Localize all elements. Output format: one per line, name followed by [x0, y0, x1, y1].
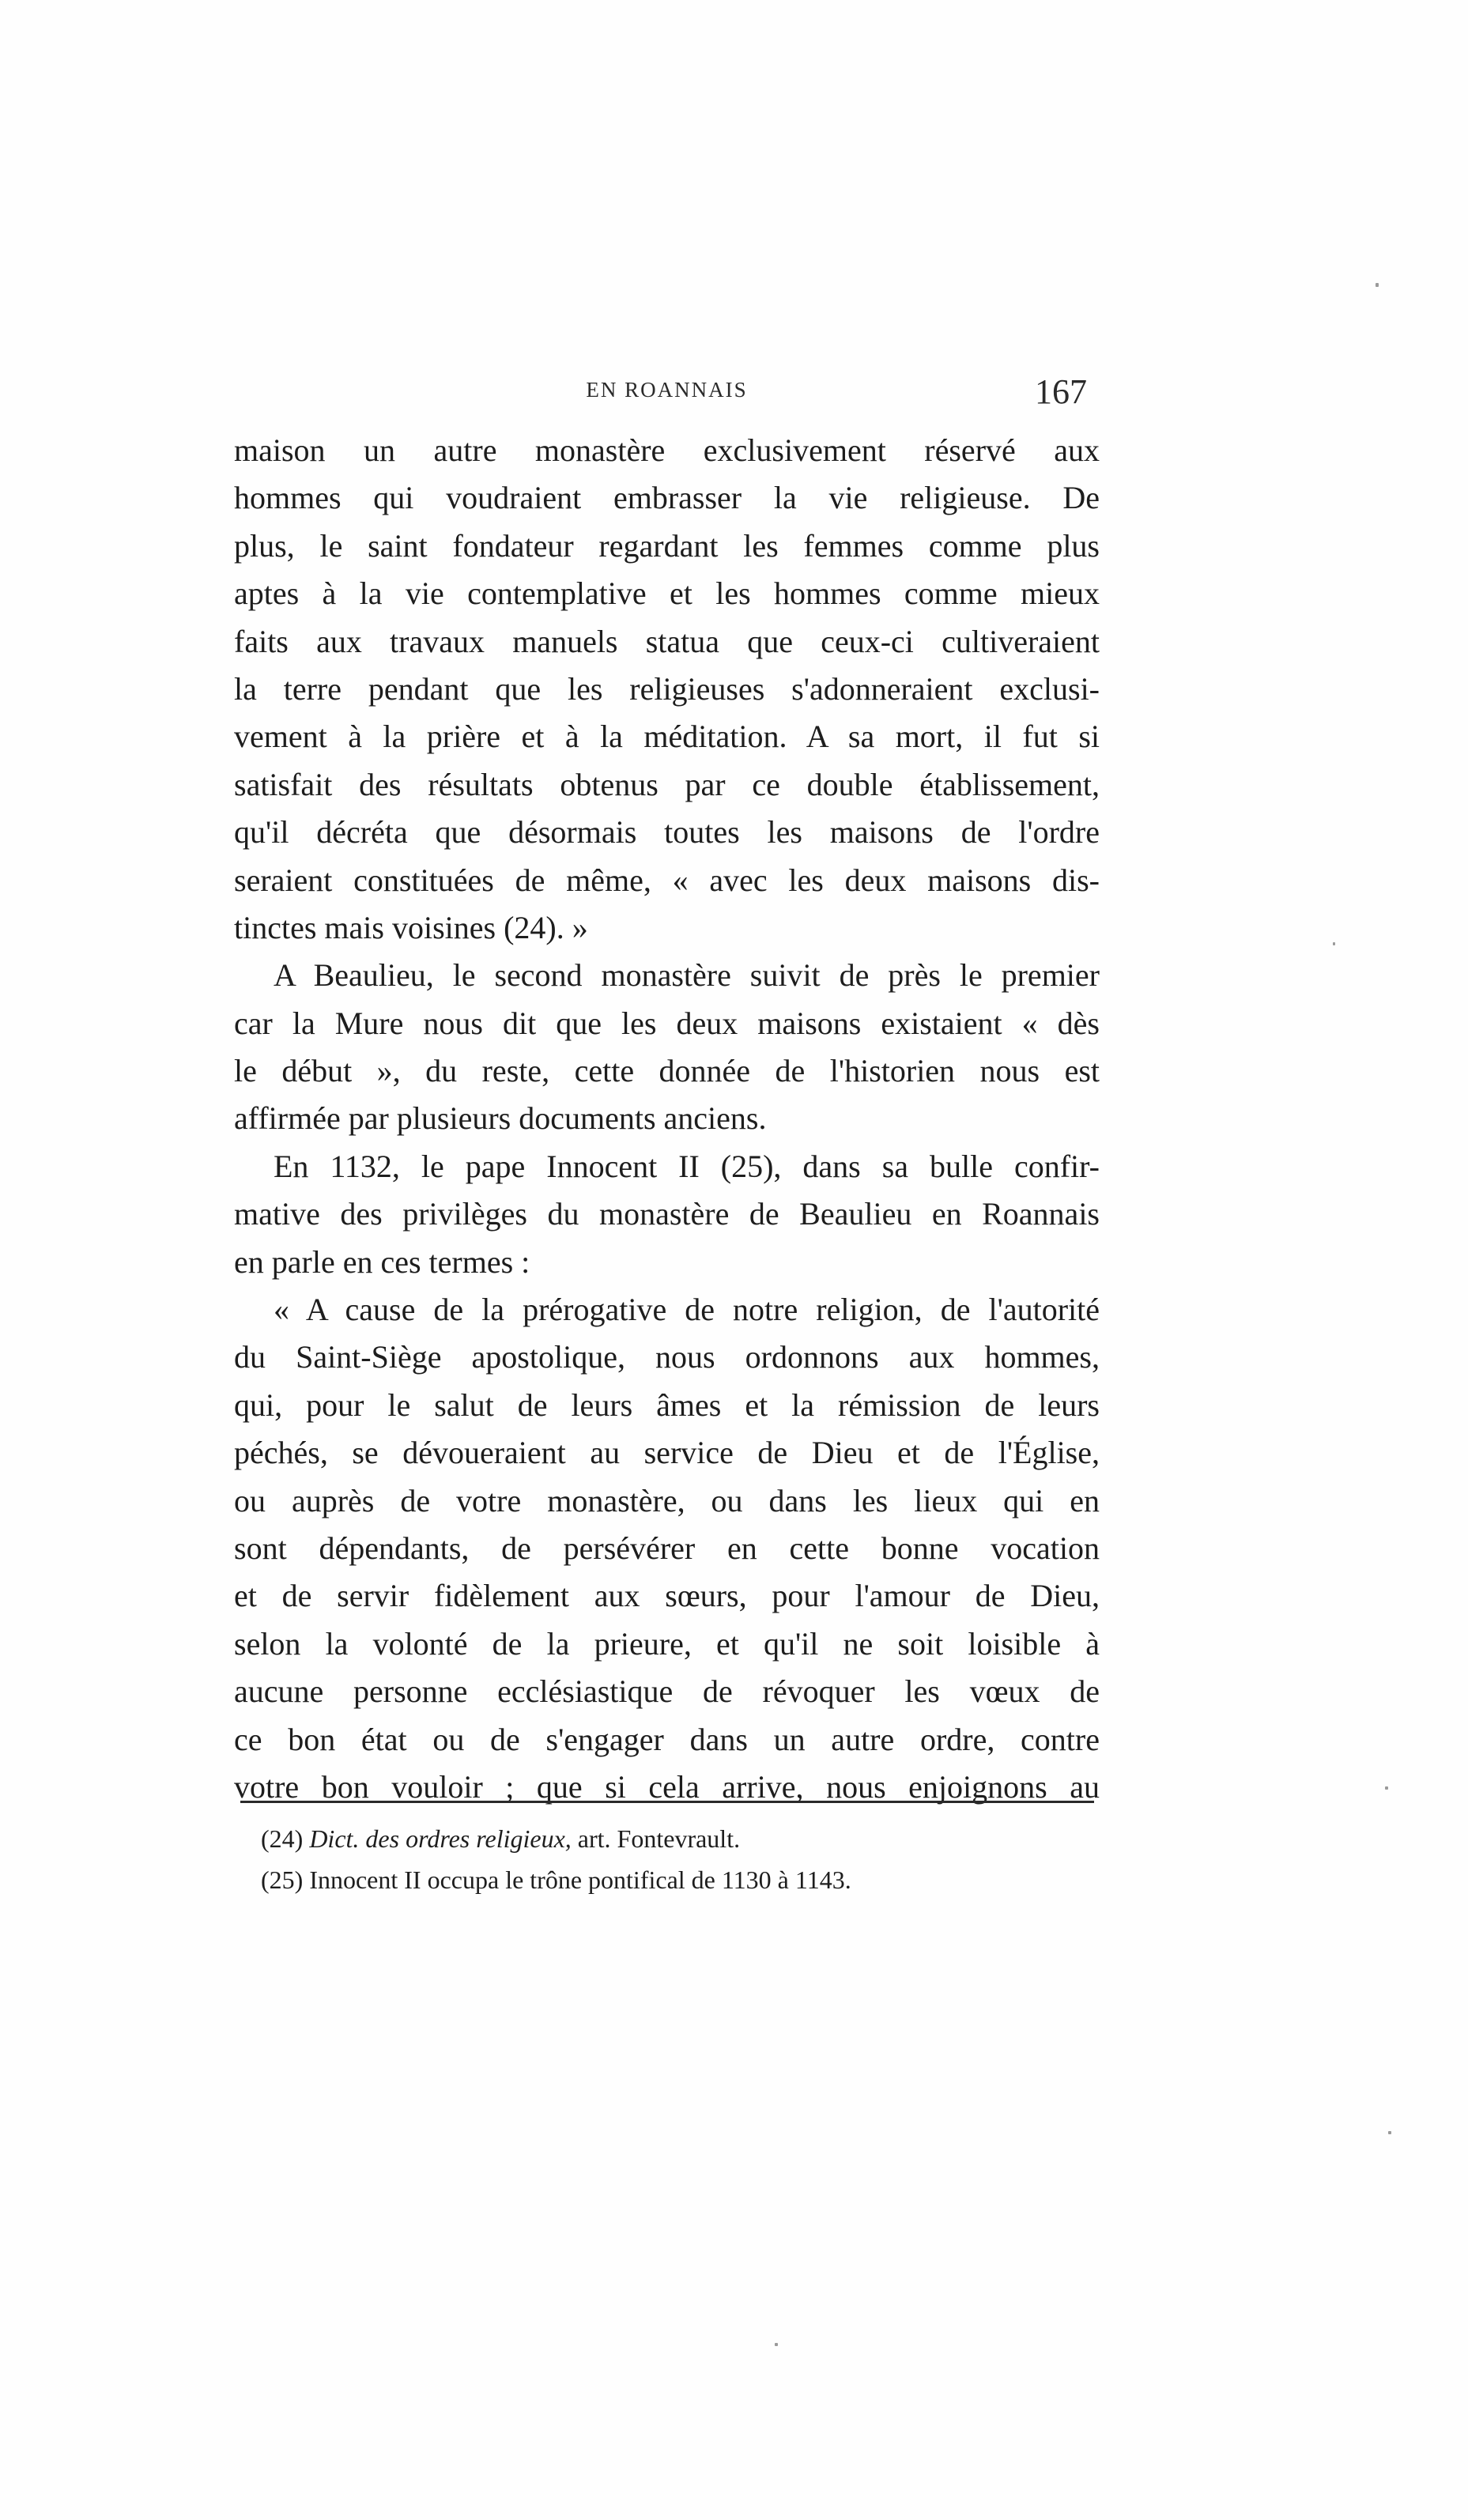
text-line: péchés, se dévoueraient au service de Dieu et de l'Église,	[234, 1435, 1100, 1471]
text-line: et de servir fidèlement aux sœurs, pour l'amour de Dieu,	[234, 1578, 1100, 1614]
scan-speck	[1376, 283, 1379, 287]
footnote-text: Innocent II occupa le trône pontifical de 1130 à 1143.	[309, 1865, 851, 1894]
text-line: satisfait des résultats obtenus par ce double établissement,	[234, 766, 1100, 802]
text-line: la terre pendant que les religieuses s'adonneraient exclusi-	[234, 670, 1100, 707]
text-line: « A cause de la prérogative de notre religion, de l'autorité	[274, 1292, 1100, 1328]
footnote-25	[261, 1859, 1099, 1900]
running-head	[234, 372, 1100, 419]
scan-speck	[1385, 1786, 1388, 1790]
text-line: selon la volonté de la prieure, et qu'il ne soit loisible à	[234, 1625, 1100, 1662]
text-line: tinctes mais voisines (24). »	[234, 909, 588, 945]
footnote-number: (25)	[261, 1865, 304, 1894]
scan-speck	[775, 2343, 778, 2346]
footnote-number: (24)	[261, 1824, 304, 1853]
footnote-title: Dict. des ordres religieux,	[309, 1824, 572, 1853]
text-line: du Saint-Siège apostolique, nous ordonnons aux hommes,	[234, 1339, 1100, 1375]
text-line: mative des privilèges du monastère de Beaulieu en Roannais	[234, 1196, 1100, 1232]
text-line: qu'il décréta que désormais toutes les maisons de l'ordre	[234, 814, 1100, 851]
text-line: aptes à la vie contemplative et les hommes comme mieux	[234, 575, 1100, 612]
text-line: En 1132, le pape Innocent II (25), dans sa bulle confir-	[274, 1148, 1100, 1184]
text-line: vement à la prière et à la méditation. A sa mort, il fut si	[234, 719, 1100, 755]
text-line: seraient constituées de même, « avec les deux maisons dis-	[234, 862, 1100, 898]
footnote-text: art. Fontevrault.	[571, 1824, 741, 1853]
text-line: ou auprès de votre monastère, ou dans les lieux qui en	[234, 1482, 1100, 1518]
text-line: faits aux travaux manuels statua que ceux-ci cultiveraient	[234, 623, 1100, 659]
footnote-rule	[240, 1801, 1094, 1803]
text-line: affirmée par plusieurs documents anciens.	[234, 1100, 767, 1137]
scan-speck	[1333, 942, 1335, 945]
text-line: qui, pour le salut de leurs âmes et la rémission de leurs	[234, 1386, 1100, 1423]
text-line: sont dépendants, de persévérer en cette bonne vocation	[234, 1530, 1100, 1566]
text-line: votre bon vouloir ; que si cela arrive, nous enjoignons au	[234, 1768, 1100, 1805]
scan-speck	[1388, 2131, 1391, 2134]
text-line: car la Mure nous dit que les deux maisons existaient « dès	[234, 1005, 1100, 1041]
text-line: aucune personne ecclésiastique de révoquer les vœux de	[234, 1673, 1100, 1710]
footnotes	[261, 1818, 1099, 1900]
text-line: en parle en ces termes :	[234, 1243, 530, 1280]
text-line: A Beaulieu, le second monastère suivit de près le premier	[274, 957, 1100, 994]
text-line: ce bon état ou de s'engager dans un autre ordre, contre	[234, 1721, 1100, 1757]
body-text	[234, 427, 1100, 1811]
running-title: EN ROANNAIS	[586, 378, 748, 402]
text-line: le début », du reste, cette donnée de l'historien nous est	[234, 1053, 1100, 1089]
footnote-24	[261, 1818, 1099, 1859]
page-number: 167	[1035, 372, 1087, 411]
text-line: hommes qui voudraient embrasser la vie religieuse. De	[234, 480, 1100, 516]
text-line: maison un autre monastère exclusivement réservé aux	[234, 432, 1100, 468]
text-line: plus, le saint fondateur regardant les femmes comme plus	[234, 527, 1100, 564]
